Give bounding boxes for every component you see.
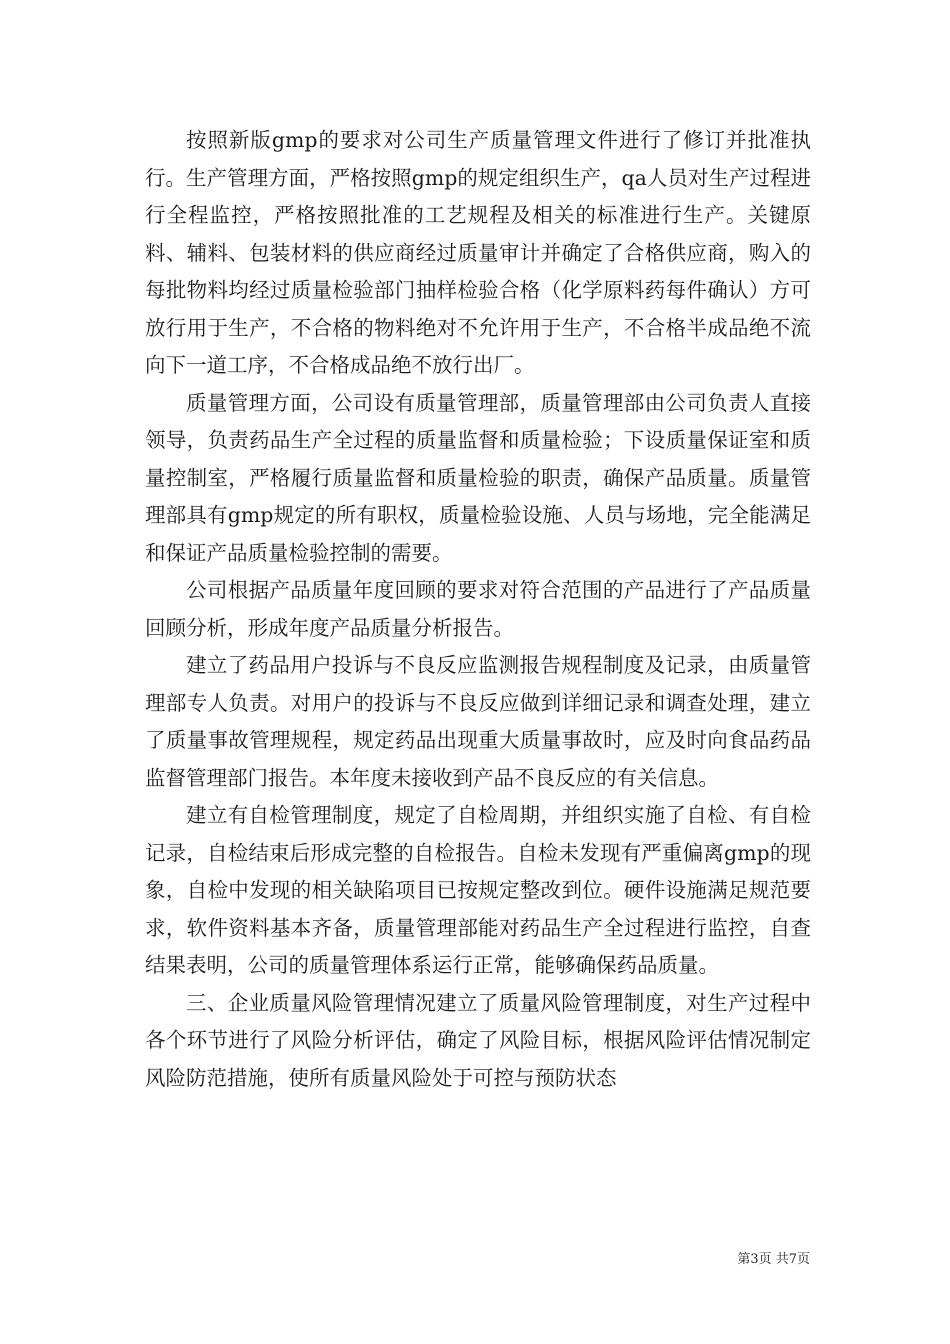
paragraph-gmp-production: 按照新版gmp的要求对公司生产质量管理文件进行了修订并批准执行。生产管理方面，严格按照gmp的规定组织生产，qa人员对生产过程进行全程监控，严格按照批准的工艺规程及相关的标准进行生产。关键原料、辅料、包装材料的供应商经过质量审计并确定了合格供应商，购入的每批物料均经过质量检验部门抽样检验合格（化学原料药每件确认）方可放行用于生产，不合格的物料绝对不允许用于生产，不合格半成品绝不流向下一道工序，不合格成品绝不放行出厂。 — [145, 128, 811, 377]
page-number-footer: 第3页 共7页 — [737, 1252, 810, 1267]
paragraph-complaints: 建立了药品用户投诉与不良反应监测报告规程制度及记录，由质量管理部专人负责。对用户的投诉与不良反应做到详细记录和调查处理，建立了质量事故管理规程，规定药品出现重大质量事故时，应及时向食品药品监督管理部门报告。本年度未接收到产品不良反应的有关信息。 — [145, 653, 811, 790]
document-body — [145, 122, 811, 1097]
paragraph-risk-management: 三、企业质量风险管理情况建立了质量风险管理制度，对生产过程中各个环节进行了风险分析评估，确定了风险目标，根据风险评估情况制定风险防范措施，使所有质量风险处于可控与预防状态 — [145, 990, 811, 1090]
paragraph-annual-review: 公司根据产品质量年度回顾的要求对符合范围的产品进行了产品质量回顾分析，形成年度产品质量分析报告。 — [145, 578, 811, 640]
paragraph-quality-management: 质量管理方面，公司设有质量管理部，质量管理部由公司负责人直接领导，负责药品生产全过程的质量监督和质量检验；下设质量保证室和质量控制室，严格履行质量监督和质量检验的职责，确保产品质量。质量管理部具有gmp规定的所有职权，质量检验设施、人员与场地，完全能满足和保证产品质量检验控制的需要。 — [145, 390, 811, 565]
paragraph-self-inspection: 建立有自检管理制度，规定了自检周期，并组织实施了自检、有自检记录，自检结束后形成完整的自检报告。自检未发现有严重偏离gmp的现象，自检中发现的相关缺陷项目已按规定整改到位。硬件设施满足规范要求，软件资料基本齐备，质量管理部能对药品生产全过程进行监控，自查结果表明，公司的质量管理体系运行正常，能够确保药品质量。 — [145, 803, 811, 977]
